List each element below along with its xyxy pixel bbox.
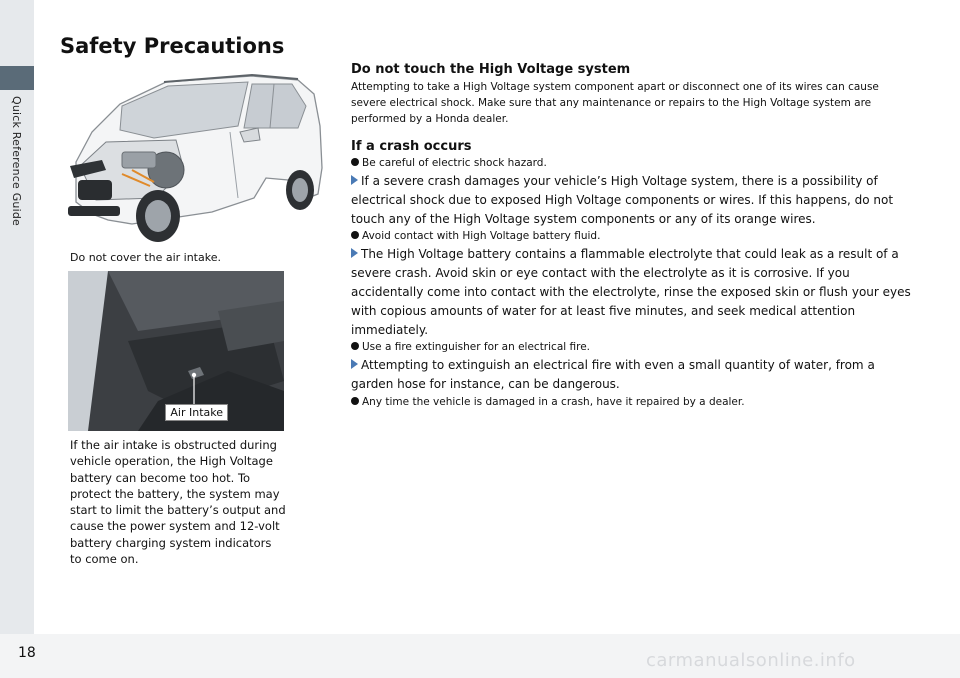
sub-electric-shock [351, 172, 911, 228]
hv-heading: Do not touch the High Voltage system [351, 62, 631, 77]
sidebar-tab-marker[interactable] [0, 66, 34, 90]
bullet-icon [351, 397, 359, 405]
arrow-right-icon [351, 359, 358, 369]
sidebar-section-label[interactable]: Quick Reference Guide [10, 96, 23, 226]
sub-fire-extinguisher [351, 356, 911, 394]
main-content [351, 62, 911, 410]
hv-text: Attempting to take a High Voltage system component apart or disconnect one of its wires can cause severe electrical shock. Make sure that any maintenance or repairs to the High Voltage system are performed by a Honda dealer. [351, 81, 879, 125]
sub-text: Attempting to extinguish an electrical fire with even a small quantity of water, from a garden hose for instance, can be dangerous. [351, 358, 875, 392]
page-title: Safety Precautions [60, 34, 285, 58]
watermark: carmanualsonline.info [646, 650, 856, 671]
crash-heading: If a crash occurs [351, 139, 472, 154]
bullet-battery-fluid [351, 229, 911, 244]
air-intake-photo [68, 271, 284, 431]
bullet-text: Use a fire extinguisher for an electrical fire. [362, 341, 591, 354]
bullet-dealer-repair [351, 395, 911, 410]
car-illustration [62, 70, 324, 248]
page-number: 18 [18, 645, 36, 661]
bullet-icon [351, 342, 359, 350]
section-gap [351, 127, 911, 139]
arrow-right-icon [351, 175, 358, 185]
bullet-text: Avoid contact with High Voltage battery fluid. [362, 230, 601, 243]
bullet-electric-shock [351, 156, 911, 171]
air-intake-label: Air Intake [165, 404, 228, 421]
bullet-icon [351, 158, 359, 166]
air-intake-warning-caption: Do not cover the air intake. [70, 251, 221, 264]
bullet-fire-extinguisher [351, 340, 911, 355]
bullet-text: Any time the vehicle is damaged in a crash, have it repaired by a dealer. [362, 395, 745, 408]
sub-battery-fluid [351, 245, 911, 339]
arrow-right-icon [351, 248, 358, 258]
bullet-text: Be careful of electric shock hazard. [362, 157, 547, 169]
air-intake-caption: If the air intake is obstructed during vehicle operation, the High Voltage battery can become too hot. To protect the battery, the system may start to limit the battery’s output and cause the power system and 12-volt battery charging system indicators to come on. [70, 438, 286, 567]
bullet-icon [351, 231, 359, 239]
sub-text: If a severe crash damages your vehicle’s High Voltage system, there is a possibility of electrical shock due to exposed High Voltage components or wires. If this happens, do not touch any of the High Voltage system components or any of its orange wires. [351, 174, 894, 226]
sub-text: The High Voltage battery contains a flammable electrolyte that could leak as a result of a severe crash. Avoid skin or eye contact with the electrolyte as it is corrosive. If you accidentally come into contact with the electrolyte, rinse the exposed skin or flush your eyes with copious amounts of water for at least five minutes, and seek medical attention immediately. [351, 247, 911, 337]
